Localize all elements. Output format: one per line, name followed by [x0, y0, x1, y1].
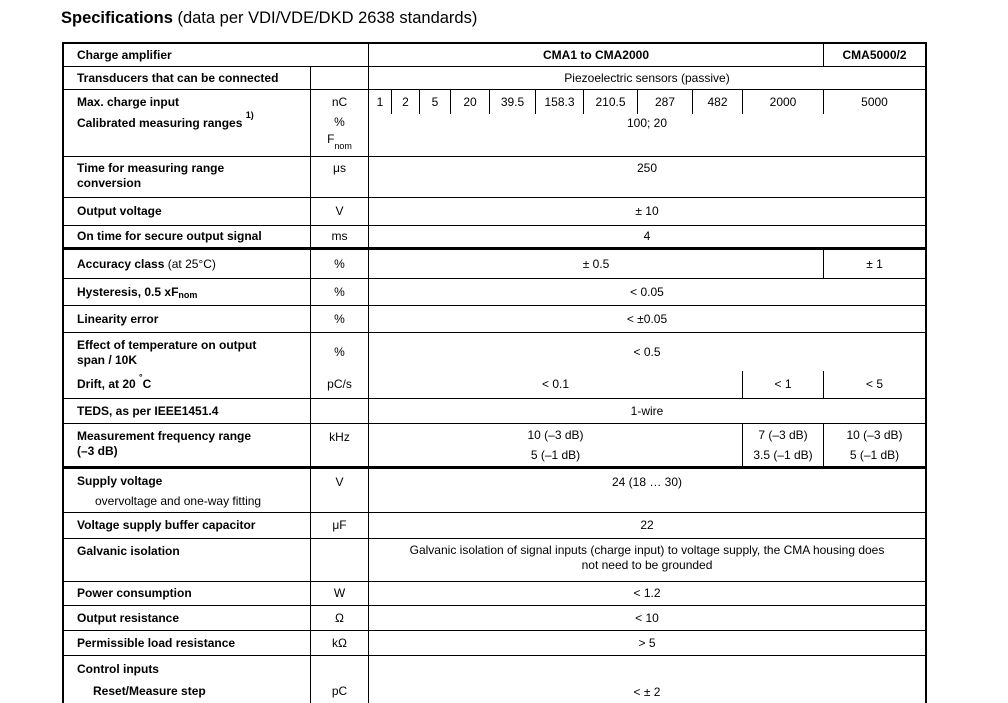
- on-time-unit: ms: [310, 226, 368, 247]
- temp-effect-value: < 0.5: [633, 344, 661, 359]
- linearity-unit: %: [310, 306, 368, 332]
- galvanic-value: Galvanic isolation of signal inputs (charge input) to voltage supply, the CMA housing does not need to be grounded: [368, 539, 925, 581]
- output-voltage-unit: V: [310, 198, 368, 225]
- accuracy-value-main: ± 0.5: [368, 250, 823, 278]
- max-charge-cell: 158.3: [535, 90, 583, 114]
- row-control-inputs: [64, 656, 925, 703]
- hysteresis-value: < 0.05: [368, 279, 925, 305]
- max-charge-cell: 20: [450, 90, 489, 114]
- max-charge-values: [368, 90, 925, 156]
- conversion-time-label: Time for measuring range conversion: [77, 161, 225, 190]
- linearity-label: Linearity error: [77, 311, 159, 326]
- page-title-main: Specifications: [61, 9, 173, 27]
- teds-unit-empty: [310, 399, 368, 423]
- teds-label: TEDS, as per IEEE1451.4: [77, 403, 219, 418]
- max-charge-cell: 5: [419, 90, 450, 114]
- temp-effect-unit: %: [334, 344, 345, 359]
- buffer-capacitor-label: Voltage supply buffer capacitor: [77, 518, 256, 532]
- max-charge-cell: 482: [692, 90, 742, 114]
- max-charge-cell: 39.5: [489, 90, 535, 114]
- row-transducers: [64, 67, 925, 90]
- header-cma-right: CMA5000/2: [823, 44, 925, 66]
- on-time-value: 4: [368, 226, 925, 247]
- supply-voltage-unit: V: [310, 469, 368, 512]
- max-charge-label-line2: Calibrated measuring ranges $^{1)}$: [77, 110, 254, 130]
- row-output-resistance: [64, 606, 925, 631]
- row-hysteresis: [64, 279, 925, 306]
- output-resistance-unit: Ω: [310, 606, 368, 630]
- max-charge-cell: 2000: [742, 90, 823, 114]
- transducers-unit-empty: [310, 67, 368, 89]
- row-buffer-capacitor: [64, 513, 925, 539]
- page-title: [61, 9, 477, 28]
- header-charge-amplifier: Charge amplifier: [77, 47, 172, 62]
- row-supply-voltage: [64, 469, 925, 513]
- page-title-detail: (data per VDI/VDE/DKD 2638 standards): [172, 9, 478, 27]
- conversion-time-value: 250: [368, 157, 925, 197]
- output-voltage-label: Output voltage: [77, 204, 162, 218]
- row-load-resistance: [64, 631, 925, 656]
- max-charge-cell: 287: [637, 90, 692, 114]
- calibrated-ranges-value: 100; 20: [626, 116, 668, 130]
- row-header: [64, 44, 925, 67]
- max-charge-unit-fnom: $F_{nom}$: [327, 132, 352, 152]
- teds-value: 1-wire: [368, 399, 925, 423]
- row-galvanic-isolation: [64, 539, 925, 582]
- temp-effect-drift-unit: [310, 333, 368, 398]
- max-charge-cell: 210.5: [583, 90, 637, 114]
- row-conversion-time: [64, 157, 925, 198]
- control-inputs-unit: pC: [310, 656, 368, 703]
- frequency-range-value-mid: 7 (–3 dB) 3.5 (–1 dB): [742, 424, 823, 466]
- max-charge-values-row: [369, 90, 925, 114]
- frequency-range-label: Measurement frequency range (–3 dB): [77, 429, 252, 458]
- transducers-value: Piezoelectric sensors (passive): [368, 67, 925, 89]
- output-resistance-label: Output resistance: [77, 610, 180, 625]
- control-inputs-value: < ± 2: [368, 656, 925, 703]
- load-resistance-unit: kΩ: [310, 631, 368, 655]
- frequency-range-value-main: 10 (–3 dB) 5 (–1 dB): [368, 424, 742, 466]
- accuracy-unit: %: [310, 250, 368, 278]
- accuracy-value-right: ± 1: [823, 250, 925, 278]
- output-resistance-value: < 10: [368, 606, 925, 630]
- max-charge-label-line1: Max. charge input: [77, 94, 180, 109]
- power-label: Power consumption: [77, 586, 192, 600]
- power-value: < 1.2: [368, 582, 925, 605]
- specifications-table: [62, 42, 927, 703]
- galvanic-label: Galvanic isolation: [77, 544, 180, 558]
- output-voltage-value: ± 10: [368, 198, 925, 225]
- temp-effect-drift-label: [64, 333, 310, 398]
- drift-label: Drift, at 20 °C: [77, 372, 152, 391]
- load-resistance-label: Permissible load resistance: [77, 635, 236, 650]
- on-time-label: On time for secure output signal: [77, 229, 262, 243]
- accuracy-label: Accuracy class (at 25°C): [77, 256, 216, 271]
- row-power-consumption: [64, 582, 925, 606]
- max-charge-cell: 2: [391, 90, 419, 114]
- power-unit: W: [310, 582, 368, 605]
- drift-values-row: [369, 371, 925, 398]
- galvanic-unit-empty: [310, 539, 368, 581]
- max-charge-unit-percent: %: [334, 115, 345, 129]
- max-charge-unit: [310, 90, 368, 156]
- temp-effect-label-line2: span / 10K: [77, 353, 138, 367]
- linearity-value: < ±0.05: [368, 306, 925, 332]
- row-frequency-range: [64, 424, 925, 469]
- hysteresis-unit: %: [310, 279, 368, 305]
- supply-voltage-value: 24 (18 … 30): [368, 469, 925, 512]
- footnote-ref: 1): [245, 110, 254, 120]
- buffer-capacitor-value: 22: [368, 513, 925, 538]
- buffer-capacitor-unit: μF: [310, 513, 368, 538]
- row-max-charge-input: [64, 90, 925, 157]
- drift-unit: pC/s: [327, 377, 352, 391]
- row-linearity-error: [64, 306, 925, 333]
- drift-value-main: < 0.1: [541, 377, 570, 391]
- row-accuracy-class: [64, 250, 925, 279]
- row-on-time: [64, 226, 925, 250]
- hysteresis-label: Hysteresis, 0.5 x F $_{nom}$: [77, 284, 198, 300]
- drift-value-right: < 5: [823, 371, 925, 398]
- temp-effect-label-line1: Effect of temperature on output: [77, 338, 257, 352]
- control-inputs-label: Control inputs Reset/Measure step: [77, 662, 206, 698]
- frequency-range-value-right: 10 (–3 dB) 5 (–1 dB): [823, 424, 925, 466]
- max-charge-cell: 1: [376, 94, 384, 109]
- max-charge-unit-nc: nC: [331, 94, 348, 109]
- drift-value-mid: < 1: [742, 371, 823, 398]
- row-temp-effect-drift: [64, 333, 925, 399]
- row-output-voltage: [64, 198, 925, 226]
- supply-voltage-label: Supply voltage overvoltage and one-way fitting: [77, 474, 262, 508]
- row-teds: [64, 399, 925, 424]
- frequency-range-unit: kHz: [310, 424, 368, 466]
- temp-effect-drift-values: [368, 333, 925, 398]
- load-resistance-value: > 5: [368, 631, 925, 655]
- header-cma-main: CMA1 to CMA2000: [368, 44, 823, 66]
- max-charge-cell: 5000: [823, 90, 925, 114]
- transducers-label: Transducers that can be connected: [77, 70, 279, 85]
- conversion-time-unit: μs: [310, 157, 368, 197]
- max-charge-label: [64, 90, 310, 156]
